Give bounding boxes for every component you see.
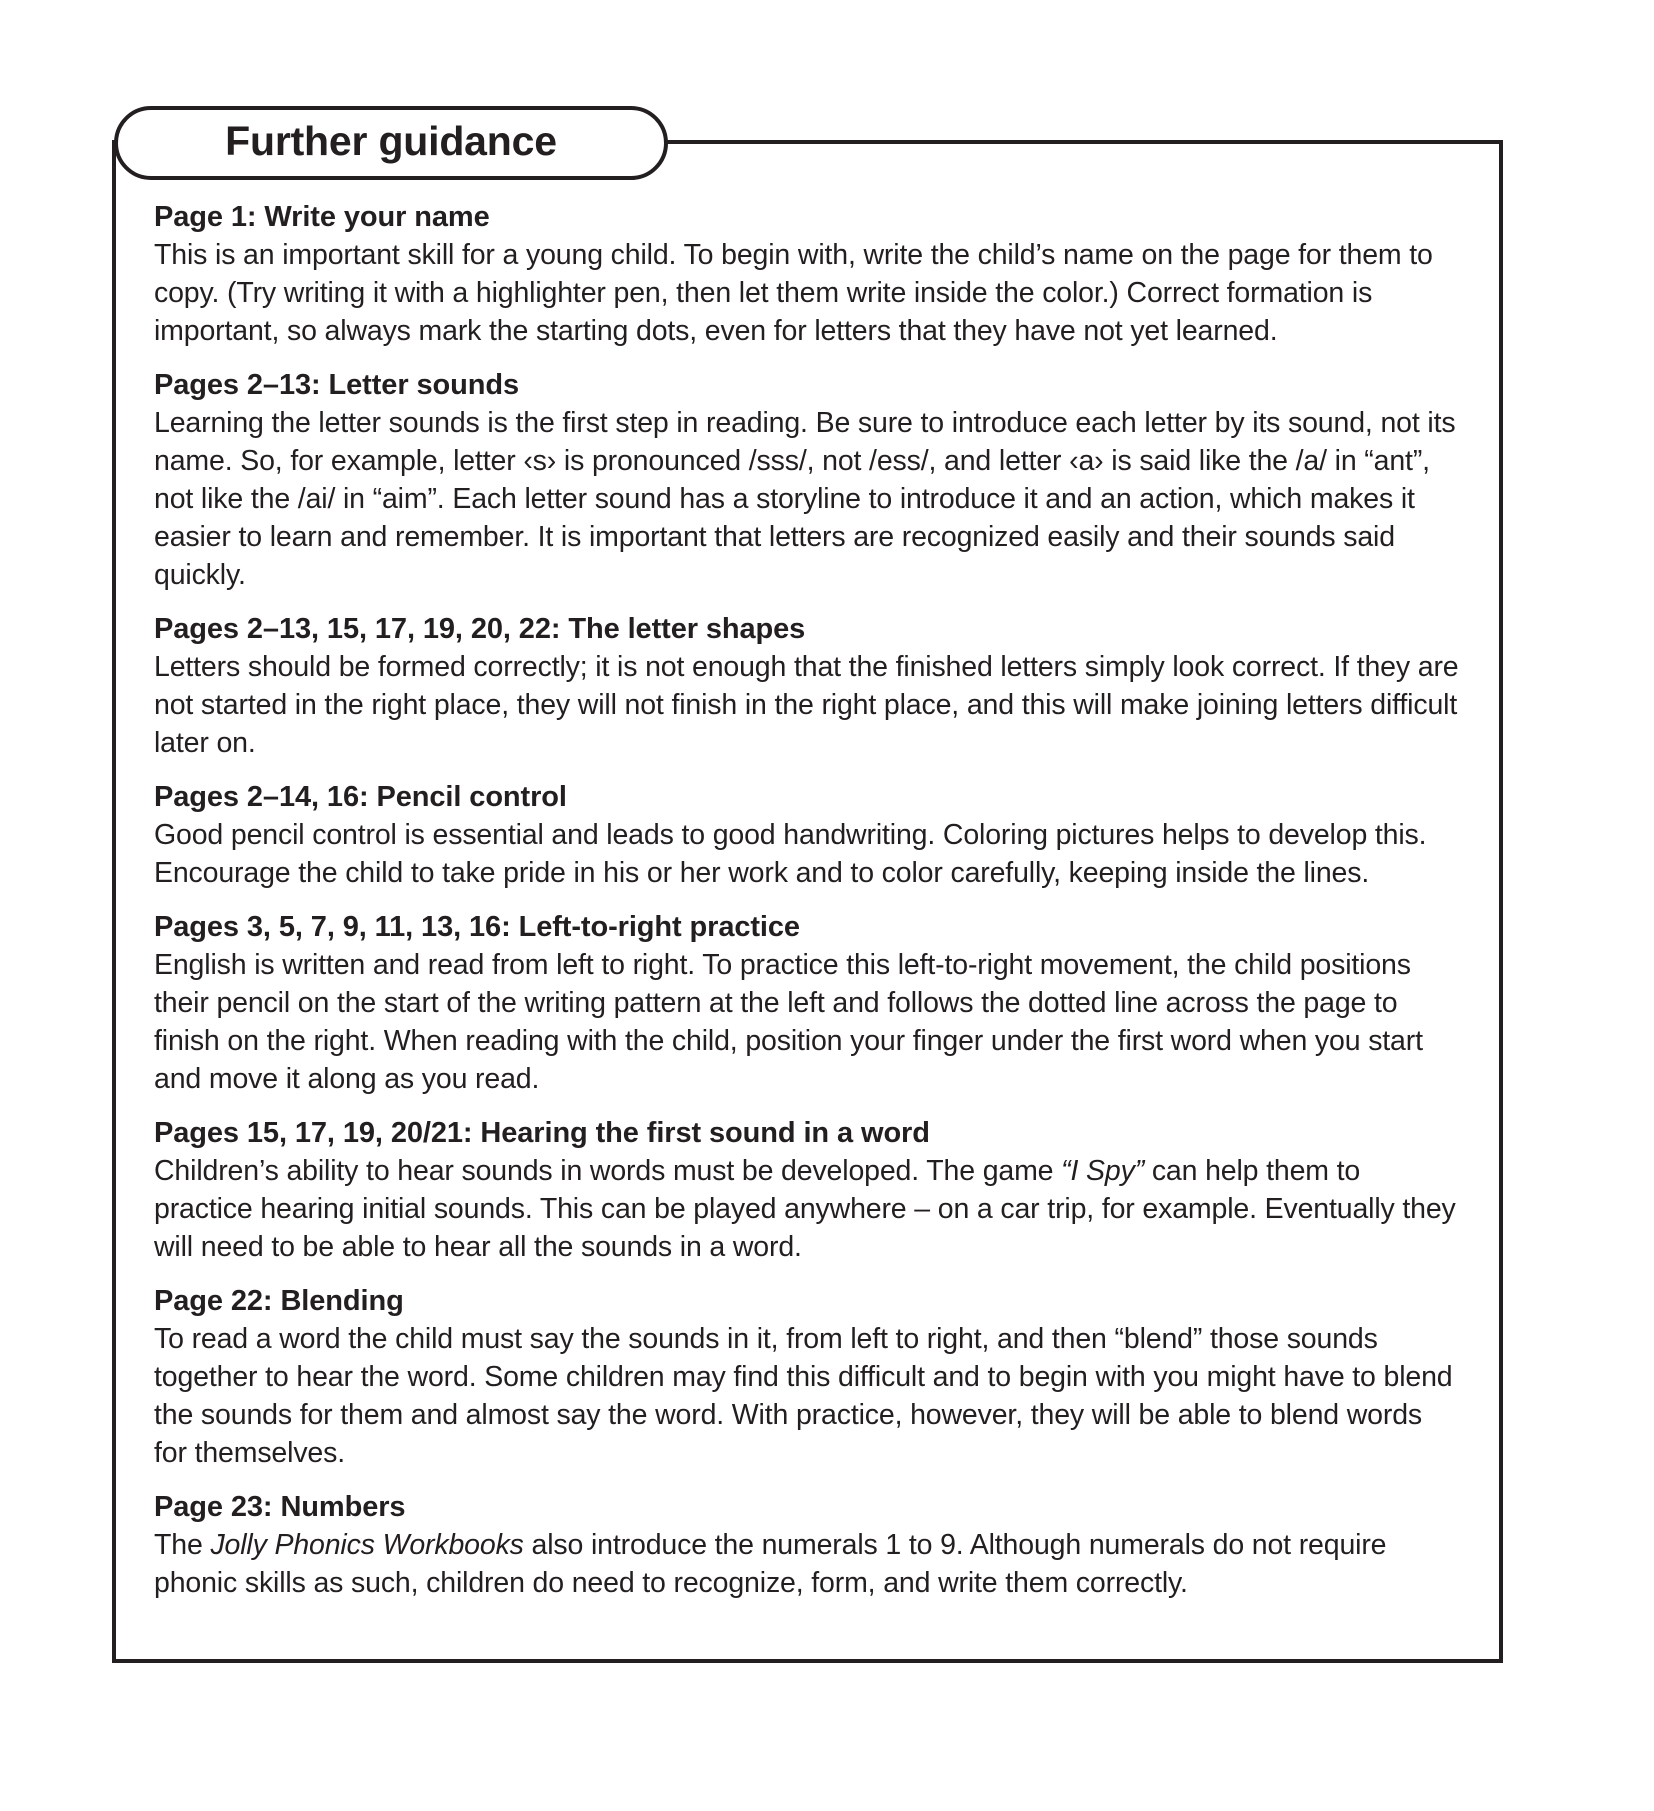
section-body: The Jolly Phonics Workbooks also introduce the numerals 1 to 9. Although numerals do not require phonic skills as such, children do need to recognize, form, and write them correctly. bbox=[154, 1529, 1387, 1600]
section-heading: Pages 2–13, 15, 17, 19, 20, 22: The letter shapes bbox=[154, 612, 806, 645]
guidance-section bbox=[154, 910, 1459, 1099]
section-heading: Pages 2–13: Letter sounds bbox=[154, 369, 519, 402]
guidance-section bbox=[154, 612, 1459, 763]
guidance-section bbox=[154, 1116, 1459, 1267]
guidance-section bbox=[154, 200, 1459, 351]
section-heading: Pages 15, 17, 19, 20/21: Hearing the first sound in a word bbox=[154, 1117, 930, 1150]
section-body: Good pencil control is essential and leads to good handwriting. Coloring pictures helps to develop this. Encourage the child to take pride in his or her work and to color carefully, keeping inside the lines. bbox=[154, 819, 1427, 890]
section-body: English is written and read from left to right. To practice this left-to-right movement, the child positions their pencil on the start of the writing pattern at the left and follows the dotted line across the page to finish on the right. When reading with the child, position your finger under the first word when you start and move it along as you read. bbox=[154, 949, 1423, 1096]
panel-title-tab bbox=[114, 106, 668, 180]
guidance-sections bbox=[154, 200, 1459, 1603]
section-body: This is an important skill for a young child. To begin with, write the child’s name on the page for them to copy. (Try writing it with a highlighter pen, then let them write inside the color.) Correct formation is important, so always mark the starting dots, even for letters that they have not yet learned. bbox=[154, 239, 1433, 348]
section-body: To read a word the child must say the sounds in it, from left to right, and then “blend” those sounds together to hear the word. Some children may find this difficult and to begin with you might have to blend the sounds for them and almost say the word. With practice, however, they will be able to blend words for themselves. bbox=[154, 1323, 1453, 1470]
guidance-section bbox=[154, 780, 1459, 893]
section-body: Letters should be formed correctly; it is not enough that the finished letters simply look correct. If they are not started in the right place, they will not finish in the right place, and this will make joining letters difficult later on. bbox=[154, 651, 1459, 760]
panel-title: Further guidance bbox=[225, 118, 557, 164]
guidance-section bbox=[154, 368, 1459, 595]
section-heading: Pages 2–14, 16: Pencil control bbox=[154, 780, 567, 813]
section-heading: Pages 3, 5, 7, 9, 11, 13, 16: Left-to-right practice bbox=[154, 911, 800, 944]
section-body: Learning the letter sounds is the first step in reading. Be sure to introduce each letter by its sound, not its name. So, for example, letter ‹s› is pronounced /sss/, not /ess/, and letter ‹a› is said like the /a/ in “ant”, not like the /ai/ in “aim”. Each letter sound has a storyline to introduce it and an action, which makes it easier to learn and remember. It is important that letters are recognized easily and their sounds said quickly. bbox=[154, 407, 1456, 591]
section-body: Children’s ability to hear sounds in words must be developed. The game “I Spy” can help them to practice hearing initial sounds. This can be played anywhere – on a car trip, for example. Eventually they will need to be able to hear all the sounds in a word. bbox=[154, 1155, 1456, 1264]
section-heading: Page 22: Blending bbox=[154, 1285, 404, 1318]
section-heading: Page 23: Numbers bbox=[154, 1491, 406, 1523]
guidance-section bbox=[154, 1284, 1459, 1473]
section-heading: Page 1: Write your name bbox=[154, 201, 490, 233]
guidance-section bbox=[154, 1490, 1459, 1603]
